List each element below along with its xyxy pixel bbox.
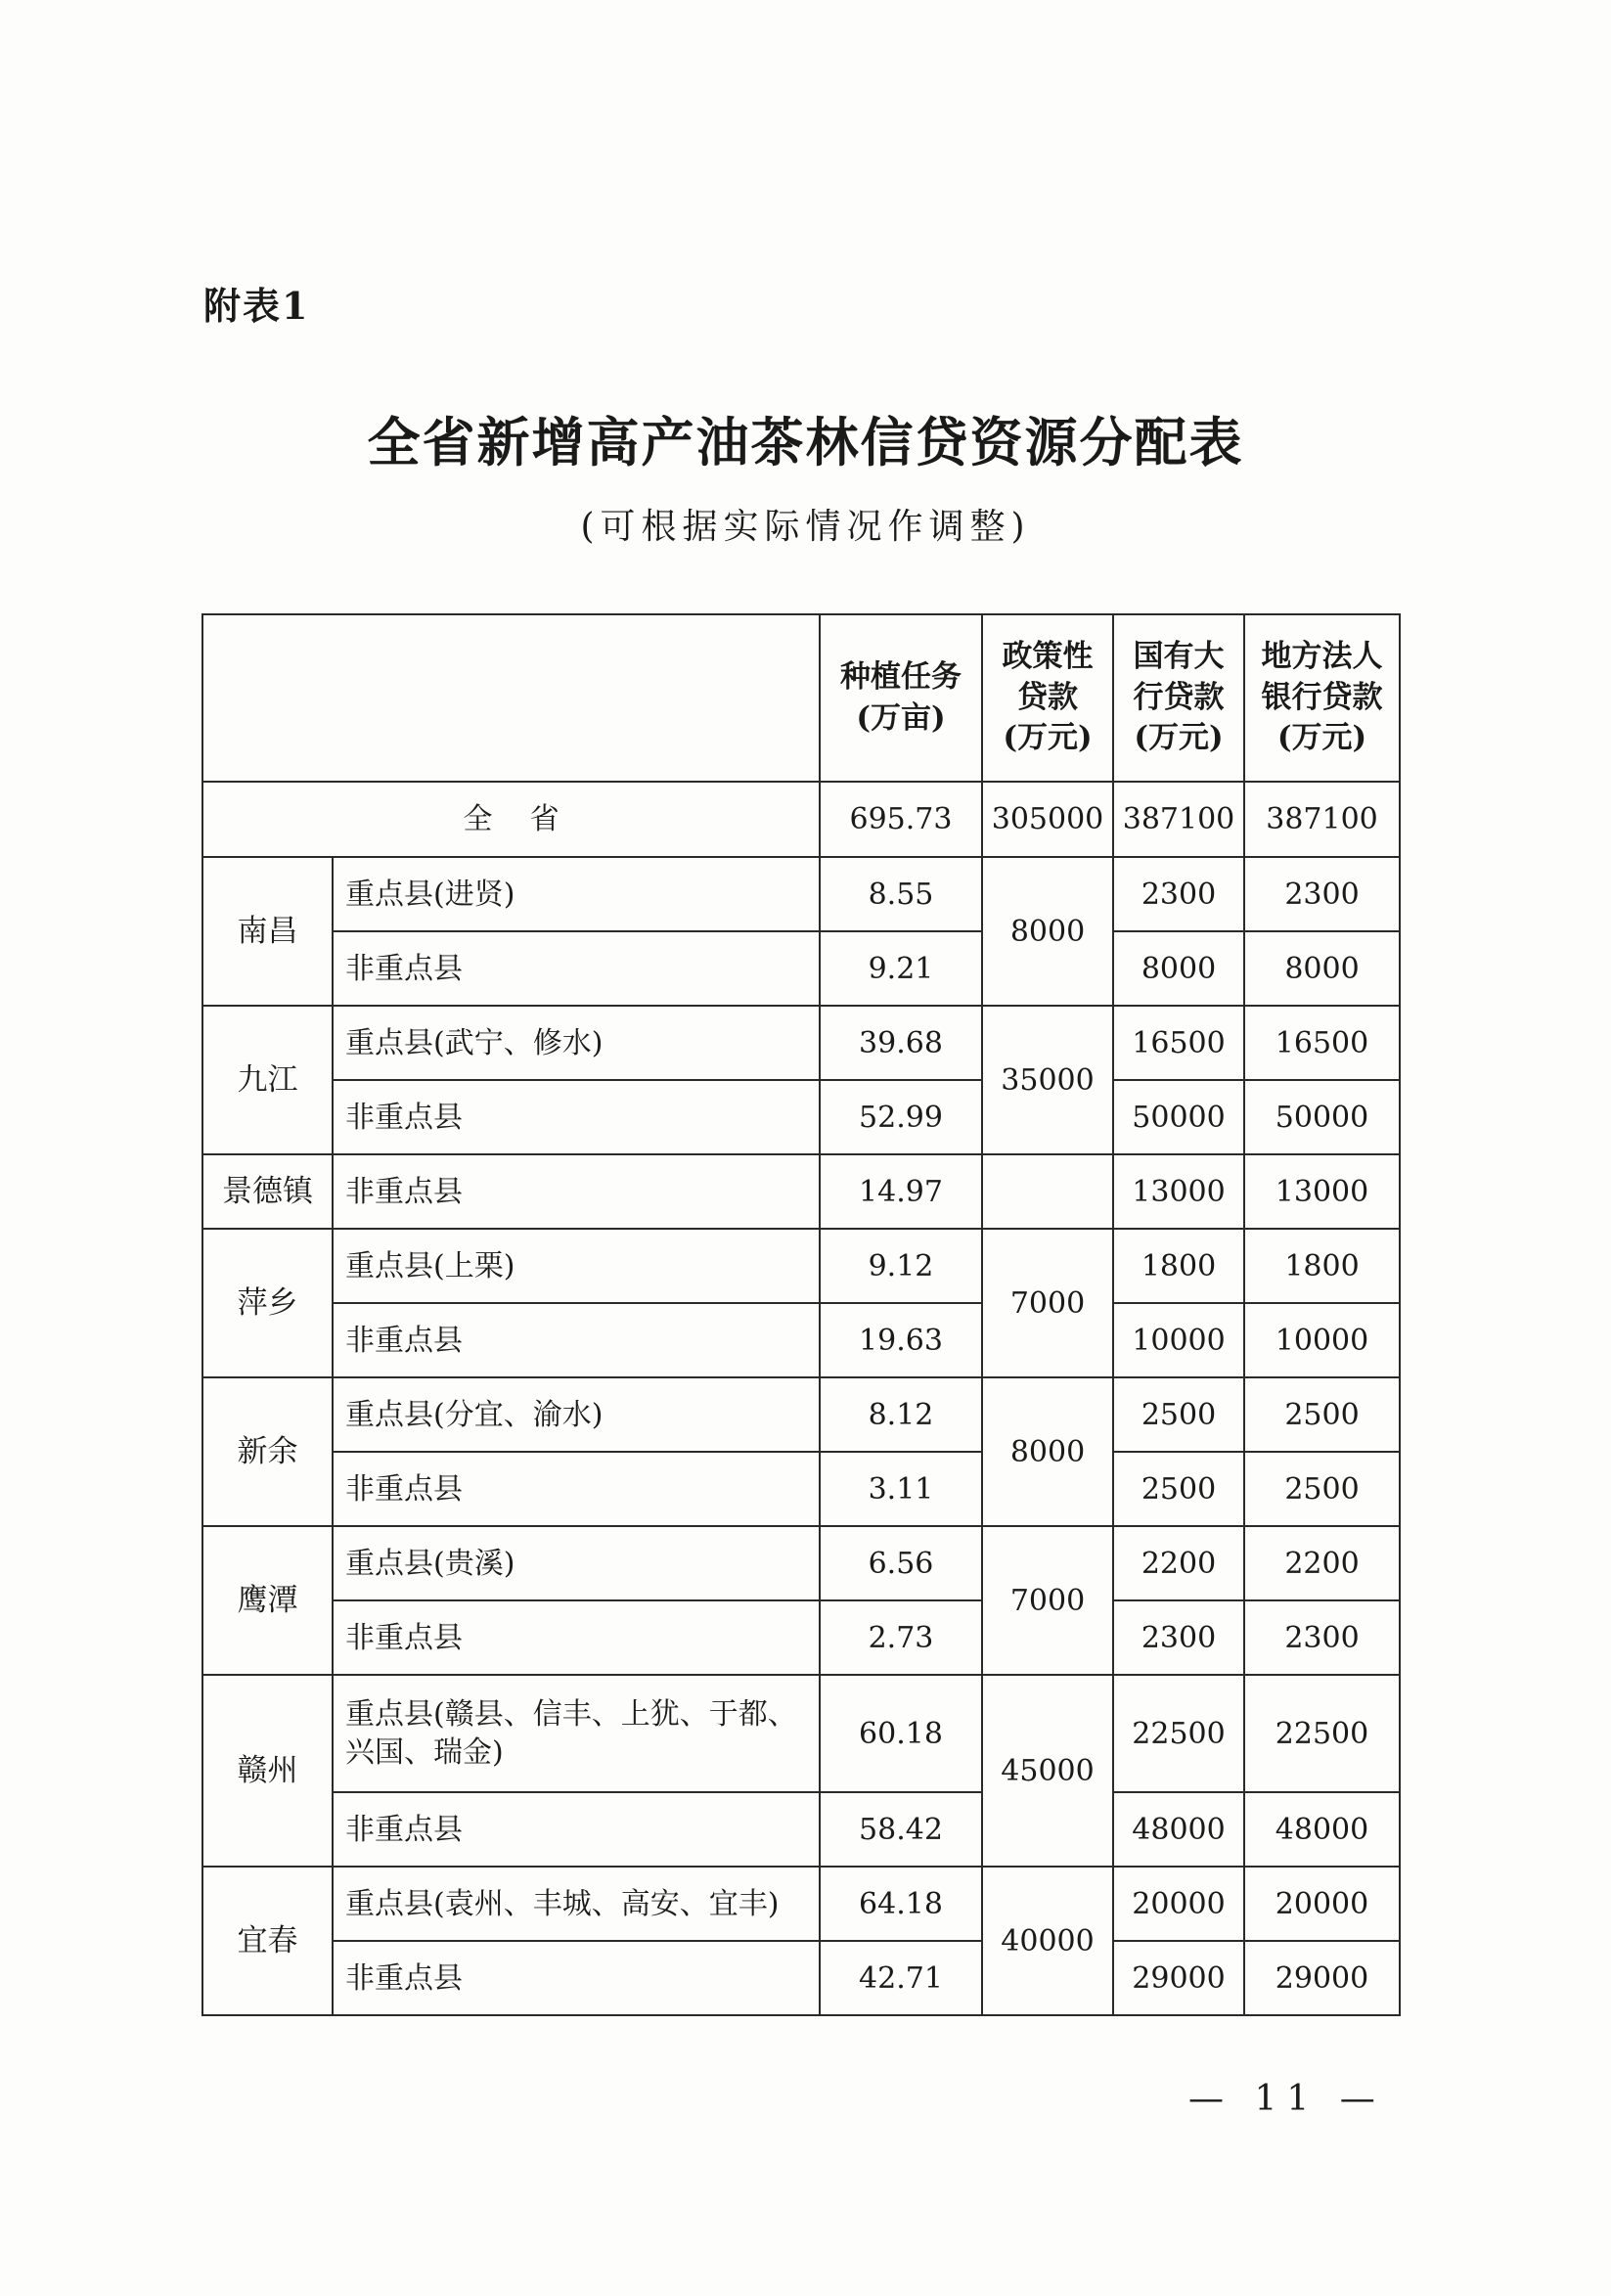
planting-area-cell: 60.18 (820, 1675, 982, 1792)
table-row (202, 1006, 1400, 1080)
planting-area-cell: 9.21 (820, 931, 982, 1006)
table-row (202, 857, 1400, 931)
header-planting-task-text: 种植任务 (万亩) (840, 658, 962, 736)
planting-area-cell: 14.97 (820, 1154, 982, 1229)
county-type-cell: 非重点县 (333, 931, 820, 1006)
policy-loan-cell: 35000 (982, 1006, 1113, 1154)
planting-area-cell: 8.55 (820, 857, 982, 931)
state-bank-loan-cell: 48000 (1113, 1792, 1244, 1867)
county-type-cell: 非重点县 (333, 1080, 820, 1154)
total-row (202, 782, 1400, 857)
local-bank-loan-cell: 2300 (1244, 1600, 1400, 1675)
local-bank-loan-cell: 2300 (1244, 857, 1400, 931)
planting-area-cell: 8.12 (820, 1377, 982, 1452)
state-bank-loan-cell: 29000 (1113, 1941, 1244, 2015)
local-bank-loan-cell: 20000 (1244, 1867, 1400, 1941)
local-bank-loan-cell: 22500 (1244, 1675, 1400, 1792)
table-row (202, 1867, 1400, 1941)
table-row (202, 1080, 1400, 1154)
table-row (202, 1526, 1400, 1600)
county-type-cell: 重点县(武宁、修水) (333, 1006, 820, 1080)
policy-loan-cell: 8000 (982, 857, 1113, 1006)
state-bank-loan-cell: 13000 (1113, 1154, 1244, 1229)
page-number: — 11 — (1188, 2079, 1385, 2119)
appendix-label: 附表1 (203, 284, 310, 328)
state-bank-loan-cell: 2300 (1113, 857, 1244, 931)
planting-area-cell: 58.42 (820, 1792, 982, 1867)
county-type-cell: 非重点县 (333, 1600, 820, 1675)
header-local-bank-loan (1244, 614, 1400, 782)
city-cell: 鹰潭 (202, 1526, 333, 1675)
county-type-cell: 重点县(上栗) (333, 1229, 820, 1303)
page-title: 全省新增高产油茶林信贷资源分配表 (367, 411, 1244, 473)
header-blank-cell (202, 614, 820, 782)
city-cell: 萍乡 (202, 1229, 333, 1377)
local-bank-loan-cell: 2200 (1244, 1526, 1400, 1600)
state-bank-loan-cell: 2200 (1113, 1526, 1244, 1600)
county-type-cell: 重点县(贵溪) (333, 1526, 820, 1600)
county-type-cell: 重点县(赣县、信丰、上犹、于都、兴国、瑞金) (333, 1675, 820, 1792)
state-bank-loan-cell: 2500 (1113, 1377, 1244, 1452)
allocation-table (201, 613, 1401, 2016)
total-label: 全 省 (202, 782, 820, 857)
planting-area-cell: 9.12 (820, 1229, 982, 1303)
policy-loan-cell: 45000 (982, 1675, 1113, 1867)
header-policy-loan (982, 614, 1113, 782)
county-type-cell: 重点县(袁州、丰城、高安、宜丰) (333, 1867, 820, 1941)
local-bank-loan-cell: 48000 (1244, 1792, 1400, 1867)
county-type-cell: 非重点县 (333, 1792, 820, 1867)
county-type-cell: 重点县(进贤) (333, 857, 820, 931)
planting-area-cell: 64.18 (820, 1867, 982, 1941)
county-type-cell: 非重点县 (333, 1452, 820, 1526)
county-type-cell: 非重点县 (333, 1154, 820, 1229)
table-row (202, 1377, 1400, 1452)
planting-area-cell: 19.63 (820, 1303, 982, 1377)
table-row (202, 1600, 1400, 1675)
local-bank-loan-cell: 13000 (1244, 1154, 1400, 1229)
table-row (202, 1675, 1400, 1792)
planting-area-cell: 52.99 (820, 1080, 982, 1154)
state-bank-loan-cell: 50000 (1113, 1080, 1244, 1154)
local-bank-loan-cell: 2500 (1244, 1377, 1400, 1452)
header-local-bank-loan-text: 地方法人 银行贷款 (万元) (1261, 638, 1383, 756)
local-bank-loan-cell: 8000 (1244, 931, 1400, 1006)
policy-loan-cell: 7000 (982, 1229, 1113, 1377)
total-state: 387100 (1113, 782, 1244, 857)
state-bank-loan-cell: 1800 (1113, 1229, 1244, 1303)
page-subtitle: (可根据实际情况作调整) (580, 507, 1031, 547)
state-bank-loan-cell: 10000 (1113, 1303, 1244, 1377)
total-policy: 305000 (982, 782, 1113, 857)
state-bank-loan-cell: 2500 (1113, 1452, 1244, 1526)
city-cell: 景德镇 (202, 1154, 333, 1229)
state-bank-loan-cell: 16500 (1113, 1006, 1244, 1080)
header-planting-task (820, 614, 982, 782)
city-cell: 宜春 (202, 1867, 333, 2015)
city-cell: 南昌 (202, 857, 333, 1006)
table-row (202, 1154, 1400, 1229)
policy-loan-cell: 8000 (982, 1377, 1113, 1526)
city-cell: 九江 (202, 1006, 333, 1154)
header-row (202, 614, 1400, 782)
policy-loan-cell (982, 1154, 1113, 1229)
state-bank-loan-cell: 2300 (1113, 1600, 1244, 1675)
local-bank-loan-cell: 29000 (1244, 1941, 1400, 2015)
planting-area-cell: 39.68 (820, 1006, 982, 1080)
table-row (202, 1229, 1400, 1303)
local-bank-loan-cell: 50000 (1244, 1080, 1400, 1154)
city-cell: 赣州 (202, 1675, 333, 1867)
state-bank-loan-cell: 22500 (1113, 1675, 1244, 1792)
header-state-bank-loan-text: 国有大 行贷款 (万元) (1133, 638, 1225, 756)
county-type-cell: 重点县(分宜、渝水) (333, 1377, 820, 1452)
policy-loan-cell: 7000 (982, 1526, 1113, 1675)
local-bank-loan-cell: 10000 (1244, 1303, 1400, 1377)
planting-area-cell: 2.73 (820, 1600, 982, 1675)
total-area: 695.73 (820, 782, 982, 857)
header-policy-loan-text: 政策性 贷款 (万元) (1002, 638, 1094, 756)
state-bank-loan-cell: 8000 (1113, 931, 1244, 1006)
city-cell: 新余 (202, 1377, 333, 1526)
county-type-cell: 非重点县 (333, 1303, 820, 1377)
planting-area-cell: 42.71 (820, 1941, 982, 2015)
table-row (202, 1303, 1400, 1377)
table-row (202, 1792, 1400, 1867)
local-bank-loan-cell: 16500 (1244, 1006, 1400, 1080)
table-row (202, 931, 1400, 1006)
table-row (202, 1941, 1400, 2015)
planting-area-cell: 6.56 (820, 1526, 982, 1600)
local-bank-loan-cell: 2500 (1244, 1452, 1400, 1526)
local-bank-loan-cell: 1800 (1244, 1229, 1400, 1303)
total-local: 387100 (1244, 782, 1400, 857)
policy-loan-cell: 40000 (982, 1867, 1113, 2015)
planting-area-cell: 3.11 (820, 1452, 982, 1526)
table-row (202, 1452, 1400, 1526)
header-state-bank-loan (1113, 614, 1244, 782)
state-bank-loan-cell: 20000 (1113, 1867, 1244, 1941)
county-type-cell: 非重点县 (333, 1941, 820, 2015)
